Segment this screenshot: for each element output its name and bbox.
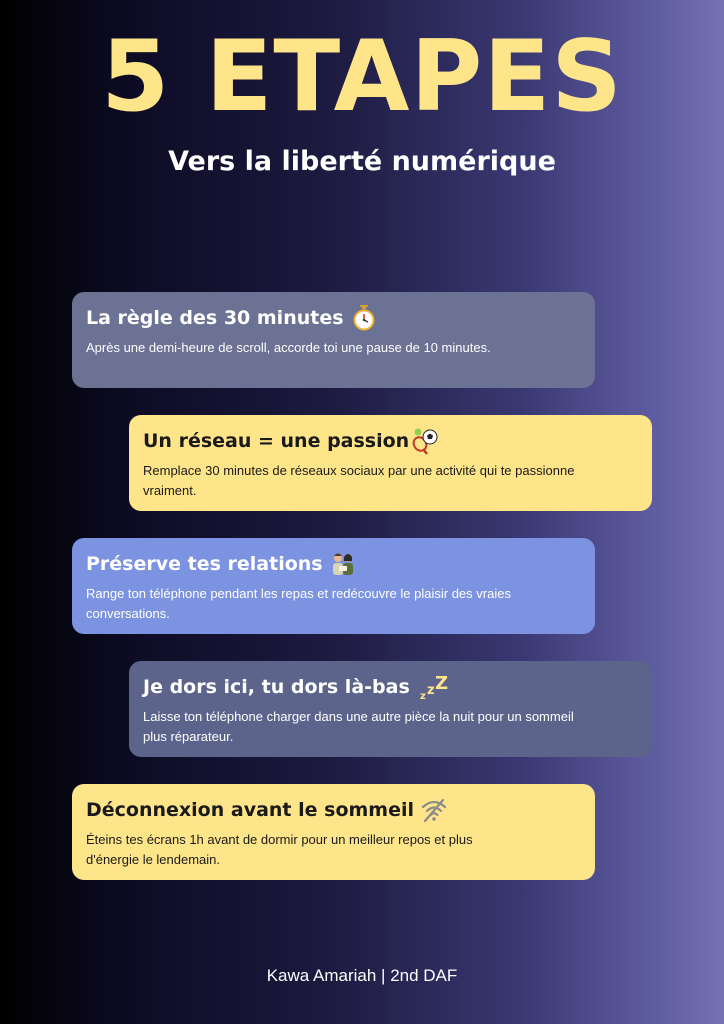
stopwatch-icon xyxy=(350,304,378,332)
step-description: Éteins tes écrans 1h avant de dormir pour un meilleur repos et plus d'énergie le lendemain. xyxy=(86,832,473,867)
sports-balls-icon xyxy=(411,427,439,455)
friends-icon xyxy=(329,550,357,578)
step-card-3 xyxy=(72,538,595,634)
svg-text:z: z xyxy=(419,691,426,701)
page-subtitle: Vers la liberté numérique xyxy=(168,146,556,177)
author-credit: Kawa Amariah | 2nd DAF xyxy=(266,966,458,985)
step-title: Préserve tes relations xyxy=(86,553,323,575)
step-card-5 xyxy=(72,784,595,880)
step-description: Remplace 30 minutes de réseaux sociaux par une activité qui te passionne vraiment. xyxy=(143,463,575,498)
step-card-1 xyxy=(72,292,595,388)
page-title: 5 ETAPES xyxy=(101,20,623,134)
no-wifi-icon xyxy=(420,796,448,824)
sleep-zzz-icon xyxy=(420,673,448,701)
step-description: Laisse ton téléphone charger dans une autre pièce la nuit pour un sommeil plus réparateur. xyxy=(143,709,574,744)
svg-text:z: z xyxy=(426,683,435,698)
step-card-4 xyxy=(129,661,652,757)
step-title: La règle des 30 minutes xyxy=(86,307,344,329)
step-description: Range ton téléphone pendant les repas et redécouvre le plaisir des vraies conversations. xyxy=(86,586,511,621)
step-title: Un réseau = une passion xyxy=(143,430,410,452)
step-description: Après une demi-heure de scroll, accorde toi une pause de 10 minutes. xyxy=(86,340,491,355)
svg-text:Z: Z xyxy=(434,673,448,694)
step-title: Je dors ici, tu dors là-bas xyxy=(143,676,410,698)
step-card-2 xyxy=(129,415,652,511)
step-title: Déconnexion avant le sommeil xyxy=(86,799,415,821)
